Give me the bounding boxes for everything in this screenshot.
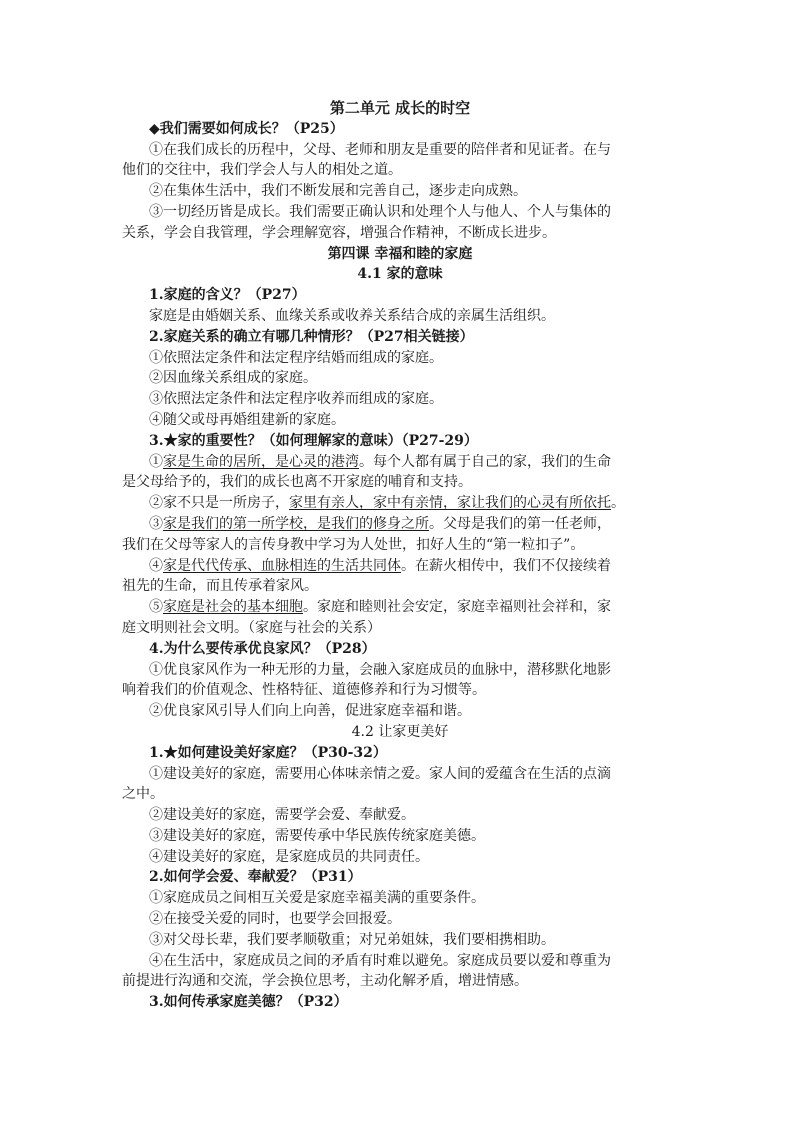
unit-question-heading: ◆我们需要如何成长？（P25） bbox=[149, 120, 344, 137]
paragraph-line: ②因血缘关系组成的家庭。 bbox=[149, 370, 317, 387]
question-heading: 1.家庭的含义？（P27） bbox=[149, 287, 306, 304]
paragraph-line bbox=[122, 514, 678, 535]
text-span: 。家庭和睦则社会安定，家庭幸福则社会祥和，家 bbox=[303, 599, 611, 616]
text-span: 。 bbox=[611, 495, 625, 512]
question-heading: 2.如何学会爱、奉献爱？（P31） bbox=[149, 869, 362, 886]
text-span: ⑤ bbox=[149, 599, 163, 616]
paragraph-line: ③对父母长辈，我们要孝顺敬重；对兄弟姐妹，我们要相携相助。 bbox=[149, 931, 555, 948]
lesson-title: 第四课 幸福和睦的家庭 bbox=[327, 245, 473, 262]
question-heading: 3.如何传承家庭美德？（P32） bbox=[149, 994, 348, 1011]
paragraph-line: 之中。 bbox=[122, 786, 164, 803]
paragraph-line: ①在我们成长的历程中，父母、老师和朋友是重要的陪伴者和见证者。在与 bbox=[149, 141, 611, 158]
paragraph-line: ①建设美好的家庭，需要用心体味亲情之爱。家人间的爱蕴含在生活的点滴 bbox=[149, 765, 611, 782]
paragraph-line bbox=[122, 597, 678, 618]
paragraph-line: ③一切经历皆是成长。我们需要正确认识和处理个人与他人、个人与集体的 bbox=[149, 203, 611, 220]
question-heading: 1.★如何建设美好家庭？（P30-32） bbox=[149, 744, 387, 761]
question-heading: 3.★家的重要性？（如何理解家的意味）（P27-29） bbox=[149, 432, 478, 449]
underlined-text: 家里有亲人，家中有亲情，家让我们的心灵有所依托 bbox=[289, 495, 611, 512]
paragraph-line: 我们在父母等家人的言传身教中学习为人处世，扣好人生的“第一粒扣子”。 bbox=[122, 536, 585, 553]
paragraph-line: ③依照法定条件和法定程序收养而组成的家庭。 bbox=[149, 391, 443, 408]
paragraph-line: 响着我们的价值观念、性格特征、道德修养和行为习惯等。 bbox=[122, 682, 486, 699]
section-title: 4.1 家的意味 bbox=[357, 266, 443, 283]
text-span: ②家不只是一所房子， bbox=[149, 495, 289, 512]
document-page bbox=[122, 98, 678, 1013]
unit-title: 第二单元 成长的时空 bbox=[329, 99, 471, 117]
paragraph-line: 是父母给予的，我们的成长也离不开家庭的哺育和支持。 bbox=[122, 474, 472, 491]
paragraph-line bbox=[122, 452, 678, 473]
paragraph-line: ③建设美好的家庭，需要传承中华民族传统家庭美德。 bbox=[149, 827, 485, 844]
paragraph-line: ②在集体生活中，我们不断发展和完善自己，逐步走向成熟。 bbox=[149, 183, 527, 200]
underlined-text: 家是代代传承、血脉相连的生活共同体 bbox=[163, 557, 401, 574]
paragraph-line: ②在接受关爱的同时，也要学会回报爱。 bbox=[149, 911, 401, 928]
paragraph-line: ①优良家风作为一种无形的力量，会融入家庭成员的血脉中，潜移默化地影 bbox=[149, 661, 611, 678]
paragraph-line: ②建设美好的家庭，需要学会爱、奉献爱。 bbox=[149, 807, 415, 824]
paragraph-line: ①依照法定条件和法定程序结婚而组成的家庭。 bbox=[149, 349, 443, 366]
text-span: 。在薪火相传中，我们不仅接续着 bbox=[401, 557, 611, 574]
paragraph-line: ④随父或母再婚组建新的家庭。 bbox=[149, 411, 345, 428]
paragraph-line: 祖先的生命，而且传承着家风。 bbox=[122, 578, 318, 595]
paragraph-line: 他们的交往中，我们学会人与人的相处之道。 bbox=[122, 162, 402, 179]
paragraph-line bbox=[122, 493, 678, 514]
text-span: 。每个人都有属于自己的家，我们的生命 bbox=[359, 453, 611, 470]
section-title: 4.2 让家更美好 bbox=[351, 723, 449, 740]
question-heading: 4.为什么要传承优良家风？（P28） bbox=[149, 640, 376, 657]
paragraph-line bbox=[122, 556, 678, 577]
underlined-text: 家庭是社会的基本细胞 bbox=[163, 599, 303, 616]
paragraph-line: 庭文明则社会文明。（家庭与社会的关系） bbox=[122, 619, 381, 636]
underlined-text: 家是生命的居所，是心灵的港湾 bbox=[163, 453, 359, 470]
text-span: ③ bbox=[149, 515, 163, 532]
paragraph-line: ④建设美好的家庭，是家庭成员的共同责任。 bbox=[149, 848, 429, 865]
paragraph-line: ②优良家风引导人们向上向善，促进家庭幸福和谐。 bbox=[149, 703, 471, 720]
paragraph-line: 家庭是由婚姻关系、血缘关系或收养关系结合成的亲属生活组织。 bbox=[149, 307, 555, 324]
paragraph-line: 关系，学会自我管理，学会理解宽容，增强合作精神，不断成长进步。 bbox=[122, 224, 556, 241]
question-heading: 2.家庭关系的确立有哪几种情形？（P27相关链接） bbox=[149, 328, 474, 345]
text-span: 。父母是我们的第一任老师， bbox=[429, 515, 611, 532]
paragraph-line: 前提进行沟通和交流，学会换位思考，主动化解矛盾，增进情感。 bbox=[122, 973, 528, 990]
underlined-text: 家是我们的第一所学校，是我们的修身之所 bbox=[163, 515, 429, 532]
paragraph-line: ④在生活中，家庭成员之间的矛盾有时难以避免。家庭成员要以爱和尊重为 bbox=[149, 952, 611, 969]
text-span: ① bbox=[149, 453, 163, 470]
paragraph-line: ①家庭成员之间相互关爱是家庭幸福美满的重要条件。 bbox=[149, 890, 485, 907]
text-span: ④ bbox=[149, 557, 163, 574]
